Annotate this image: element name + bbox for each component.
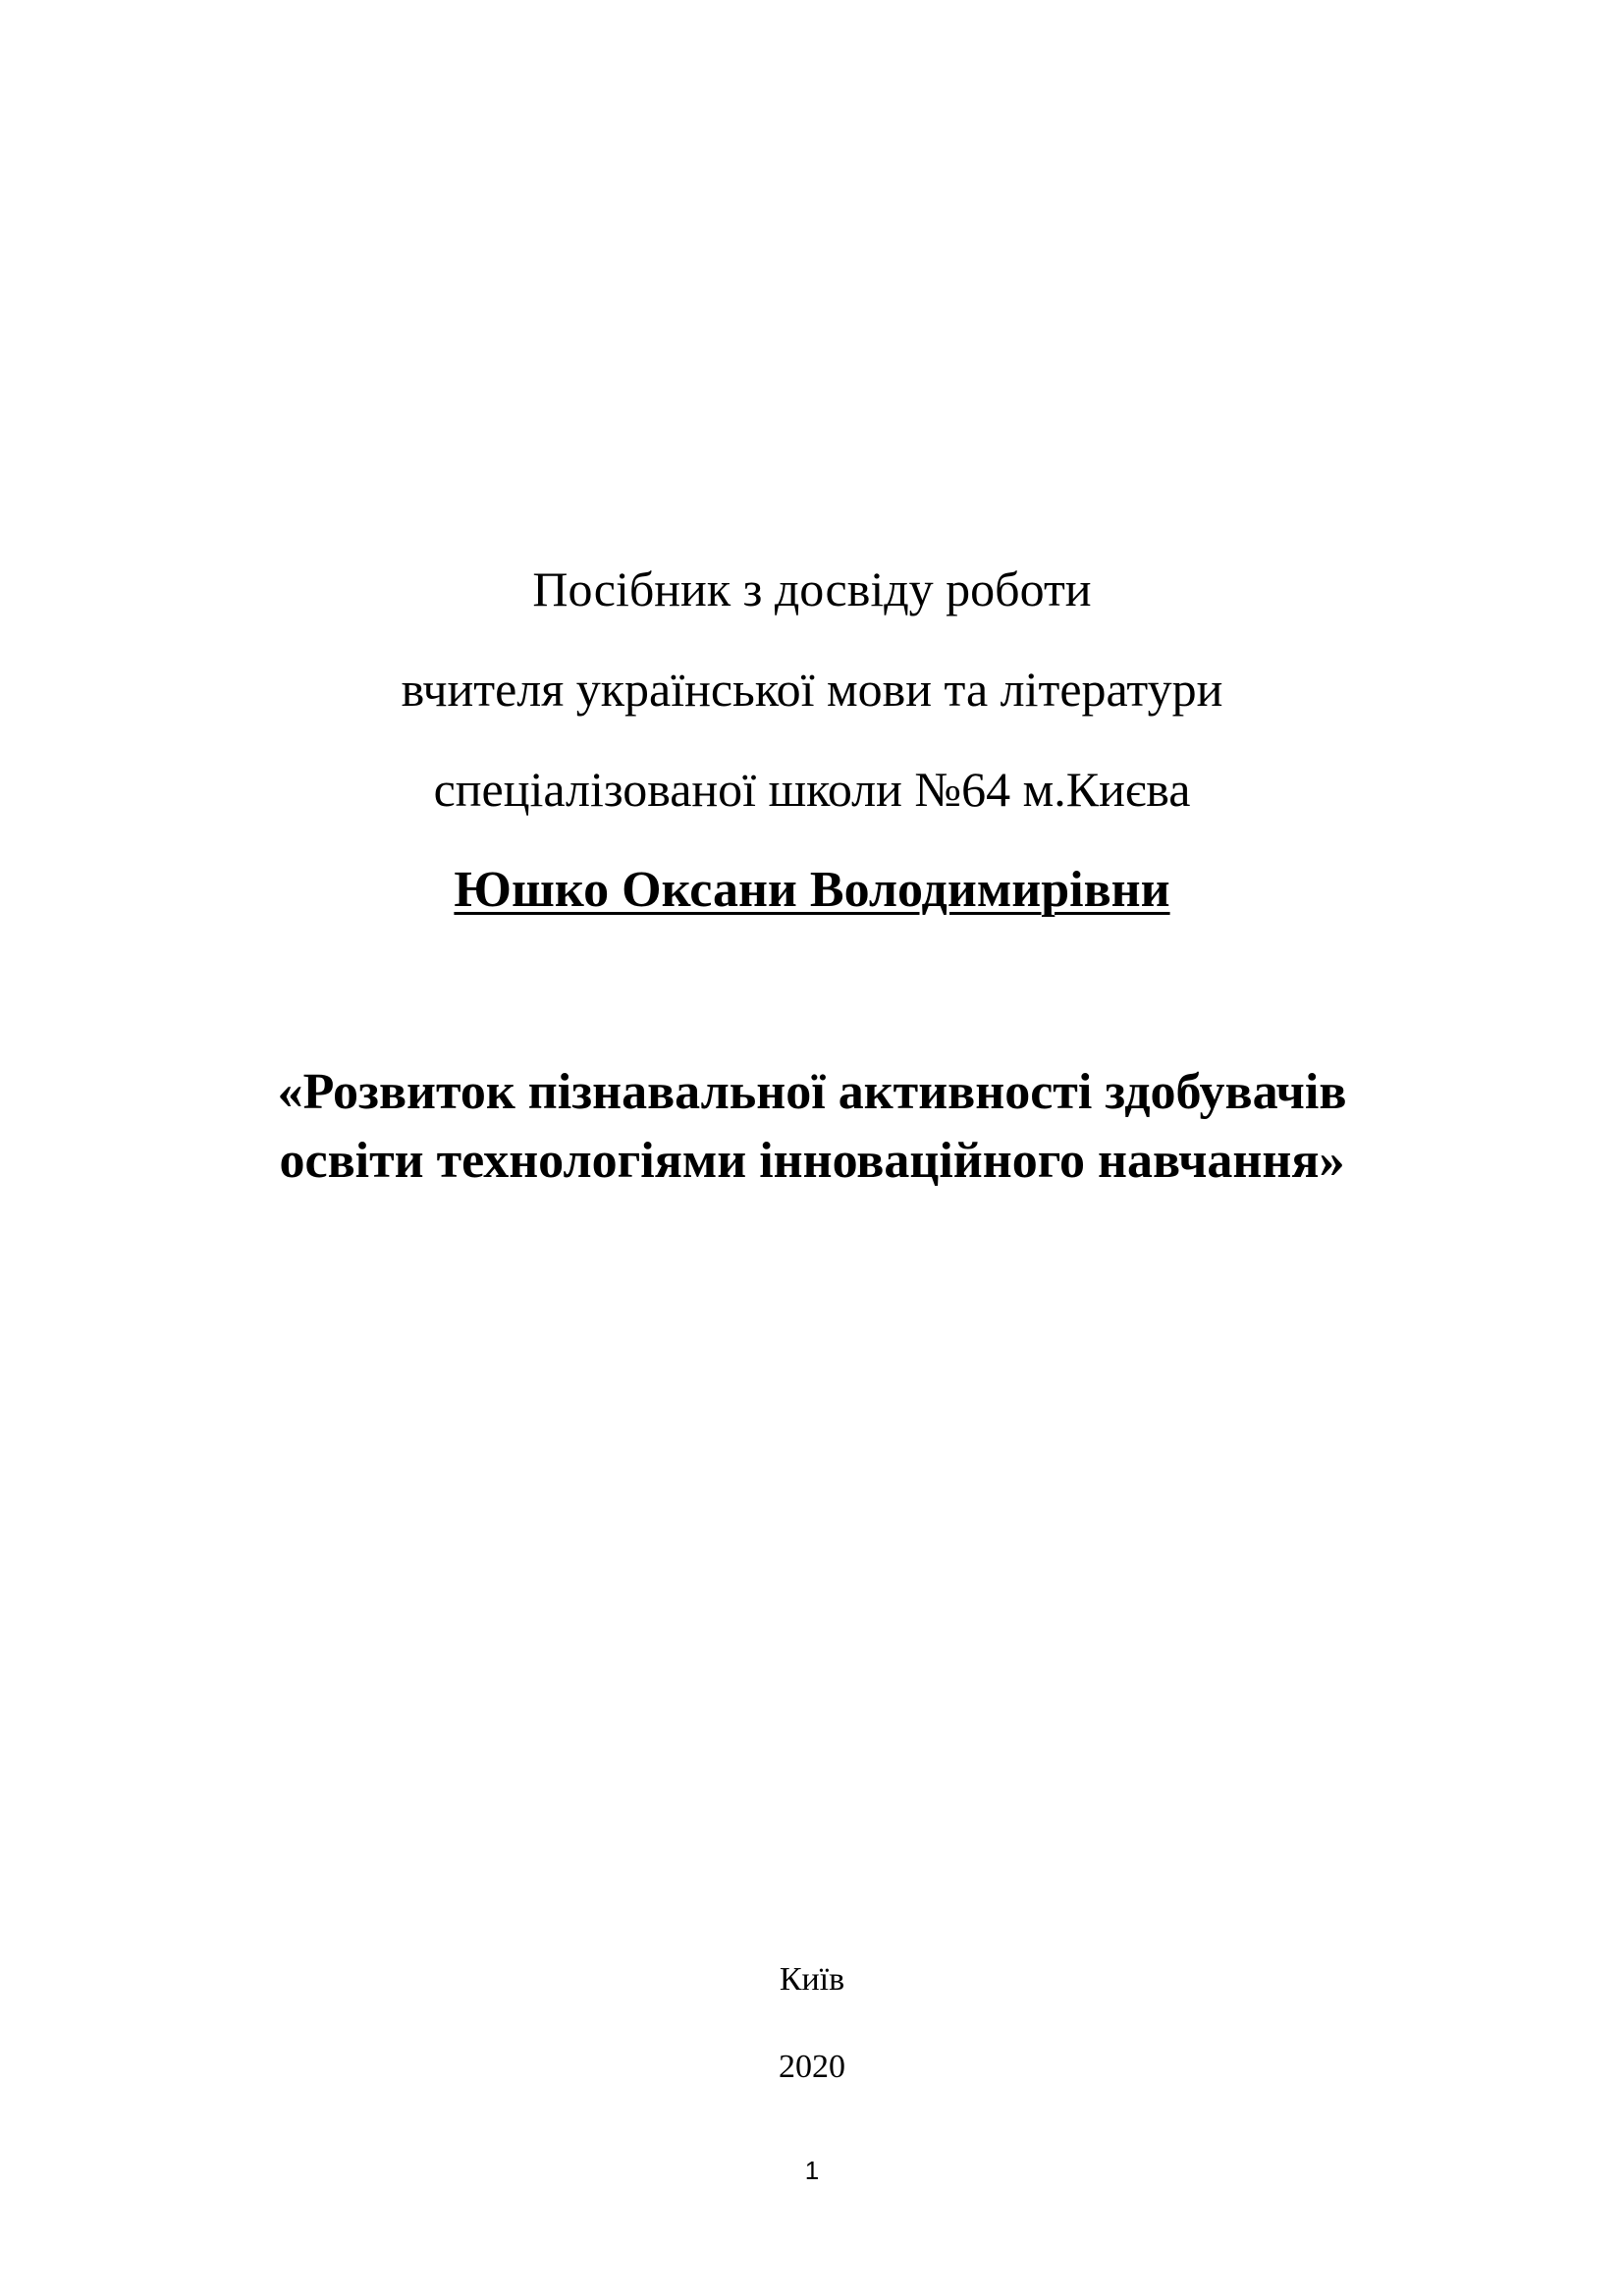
subtitle-line-2: вчителя української мови та літератури	[401, 662, 1223, 717]
subtitle-line-1: Посібник з досвіду роботи	[532, 561, 1092, 616]
title-line-2: освіти технологіями інноваційного навчання»	[279, 1133, 1345, 1189]
subtitle-line-3: спеціалізованої школи №64 м.Києва	[433, 762, 1191, 817]
publication-place: Київ	[779, 1961, 845, 1998]
page-number: 1	[804, 2156, 820, 2185]
publication-year: 2020	[779, 2049, 845, 2085]
title-line-1: «Розвиток пізнавальної активності здобувачів	[277, 1064, 1347, 1120]
author-name: Юшко Оксани Володимирівни	[454, 862, 1170, 918]
